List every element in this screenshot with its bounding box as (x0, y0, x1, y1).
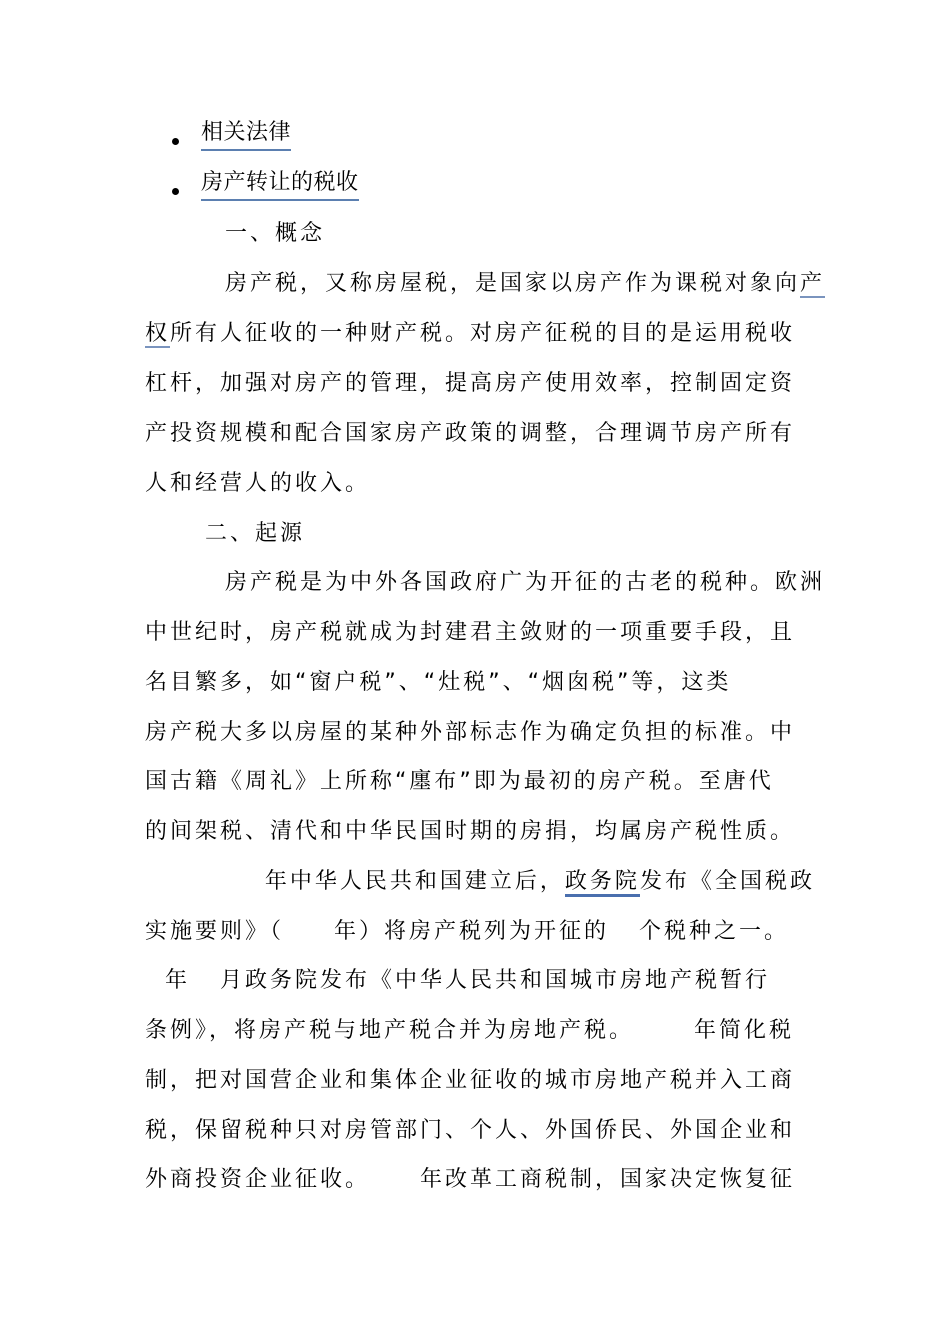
link-state-council[interactable]: 政务院 (565, 869, 640, 897)
paragraph-line: 实施要则》（ 年）将房产税列为开征的 个税种之一。 (145, 919, 789, 944)
paragraph-line: 权所有人征收的一种财产税。对房产征税的目的是运用税收 (145, 321, 796, 346)
paragraph-line: 房产税大多以房屋的某种外部标志作为确定负担的标准。中 (145, 720, 796, 745)
paragraph-line: 国古籍《周礼》上所称“廛布”即为最初的房产税。至唐代 (145, 769, 774, 794)
paragraph-line: 名目繁多，如“窗户税”、“灶税”、“烟囱税”等，这类 (145, 670, 732, 695)
paragraph-line: 房产税是为中外各国政府广为开征的古老的税种。欧洲 (145, 570, 825, 595)
paragraph-line: 人和经营人的收入。 (145, 471, 371, 496)
link-property-transfer-tax[interactable]: 房产转让的税收 (201, 168, 359, 201)
bullet-dot (172, 188, 179, 195)
bullet-dot (172, 138, 179, 145)
paragraph-line: 杠杆，加强对房产的管理，提高房产使用效率，控制固定资 (145, 371, 796, 396)
paragraph-line: 外商投资企业征收。 年改革工商税制，国家决定恢复征 (145, 1167, 795, 1192)
paragraph-line: 年 月政务院发布《中华人民共和国城市房地产税暂行 (145, 968, 770, 993)
underlined-term: 权 (145, 321, 171, 346)
paragraph-line: 税，保留税种只对房管部门、个人、外国侨民、外国企业和 (145, 1118, 796, 1143)
paragraph-line: 年中华人民共和国建立后，政务院发布《全国税政 (145, 867, 805, 897)
heading-origin: 二、起源 (145, 521, 305, 546)
heading-concept: 一、概念 (145, 221, 325, 246)
link-related-laws[interactable]: 相关法律 (201, 118, 291, 151)
paragraph-line: 中世纪时，房产税就成为封建君主敛财的一项重要手段，且 (145, 620, 796, 645)
paragraph-line: 制，把对国营企业和集体企业征收的城市房地产税并入工商 (145, 1068, 796, 1093)
paragraph-line: 的间架税、清代和中华民国时期的房捐，均属房产税性质。 (145, 819, 796, 844)
paragraph-line: 房产税，又称房屋税，是国家以房产作为课税对象向产 (145, 271, 825, 296)
underlined-term: 产 (799, 271, 825, 296)
paragraph-line: 条例》，将房产税与地产税合并为房地产税。 年简化税 (145, 1018, 794, 1043)
paragraph-line: 产投资规模和配合国家房产政策的调整，合理调节房产所有 (145, 421, 796, 446)
